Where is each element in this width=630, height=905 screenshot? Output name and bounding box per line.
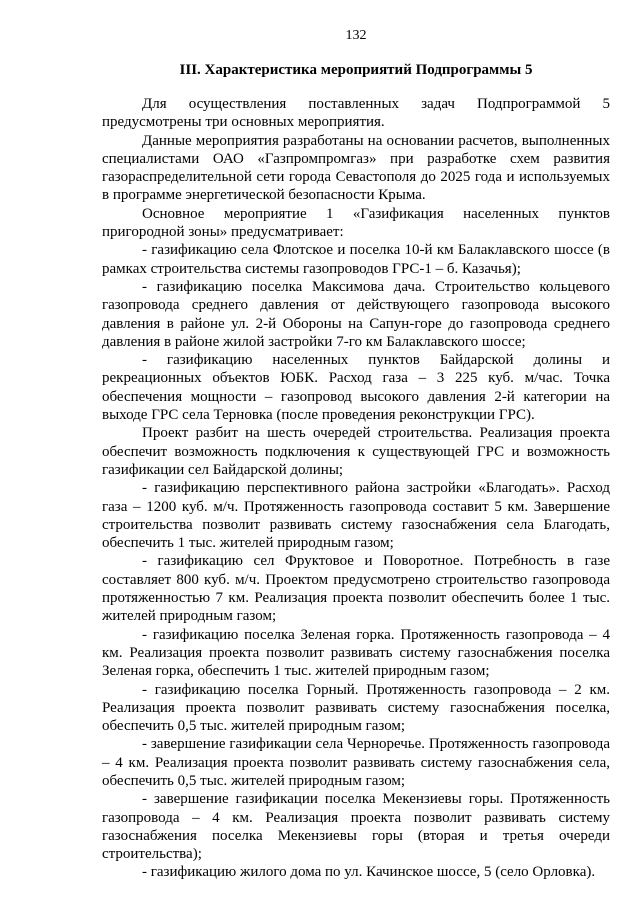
list-item: - газификацию перспективного района застройки «Благодать». Расход газа – 1200 куб. м/ч. Протяженность газопровода составит 5 км. Завершение строительства позволит развивать систему газоснабжения села Благодать, обеспечить 1 тыс. жителей природным газом;	[102, 480, 610, 552]
list-item: - газификацию сел Фруктовое и Поворотное. Потребность в газе составляет 800 куб. м/ч. Проектом предусмотрено строительство газопровода протяженностью 7 км. Реализация проекта позволит обеспечить более 1 тыс. жителей природным газом;	[102, 553, 610, 625]
section-title: III. Характеристика мероприятий Подпрограммы 5	[179, 62, 533, 78]
paragraph: Данные мероприятия разработаны на основании расчетов, выполненных специалистами ОАО «Газпромпромгаз» при разработке схем развития газораспределительной сети города Севастополя до 2025 года и используемых в программе энергетической безопасности Крыма.	[102, 132, 610, 204]
list-item: - завершение газификации села Черноречье. Протяженность газопровода – 4 км. Реализация проекта позволит развивать систему газоснабжения села, обеспечить 0,5 тыс. жителей природным газом;	[102, 736, 610, 789]
paragraph: Основное мероприятие 1 «Газификация населенных пунктов пригородной зоны» предусматривает:	[102, 205, 610, 241]
list-item: - газификацию поселка Зеленая горка. Протяженность газопровода – 4 км. Реализация проекта позволит развивать систему газоснабжения поселка Зеленая горка, обеспечить 1 тыс. жителей природным газом;	[102, 626, 610, 680]
page-number: 132	[345, 28, 367, 43]
list-item: - завершение газификации поселка Мекензиевы горы. Протяженность газопровода – 4 км. Реализация проекта позволит развивать систему газоснабжения поселка Мекензиевы горы (вторая и третья очереди строительства);	[102, 791, 610, 863]
paragraph: Проект разбит на шесть очередей строительства. Реализация проекта обеспечит возможность подключения к существующей ГРС и возможность газификации сел Байдарской долины;	[102, 425, 610, 478]
document-body	[102, 95, 610, 882]
list-item: - газификацию населенных пунктов Байдарской долины и рекреационных объектов ЮБК. Расход газа – 3 225 куб. м/час. Точка обеспечения мощности – газопровод высокого давления 2-й категории на выходе ГРС села Терновка (после проведения реконструкции ГРС).	[102, 352, 610, 424]
list-item: - газификацию поселка Максимова дача. Строительство кольцевого газопровода среднего давления от действующего газопровода высокого давления в районе ул. 2-й Обороны на Сапун-горе до газопровода среднего давления в районе жилой застройки 7-го км Балаклавского шоссе;	[102, 278, 610, 350]
list-item: - газификацию жилого дома по ул. Качинское шоссе, 5 (село Орловка).	[142, 864, 596, 881]
paragraph: Для осуществления поставленных задач Подпрограммой 5 предусмотрены три основных мероприятия.	[102, 96, 610, 131]
list-item: - газификацию поселка Горный. Протяженность газопровода – 2 км. Реализация проекта позволит развивать систему газоснабжения поселка, обеспечить 0,5 тыс. жителей природным газом;	[102, 681, 610, 735]
list-item: - газификацию села Флотское и поселка 10-й км Балаклавского шоссе (в рамках строительства системы газопроводов ГРС-1 – б. Казачья);	[102, 242, 610, 277]
